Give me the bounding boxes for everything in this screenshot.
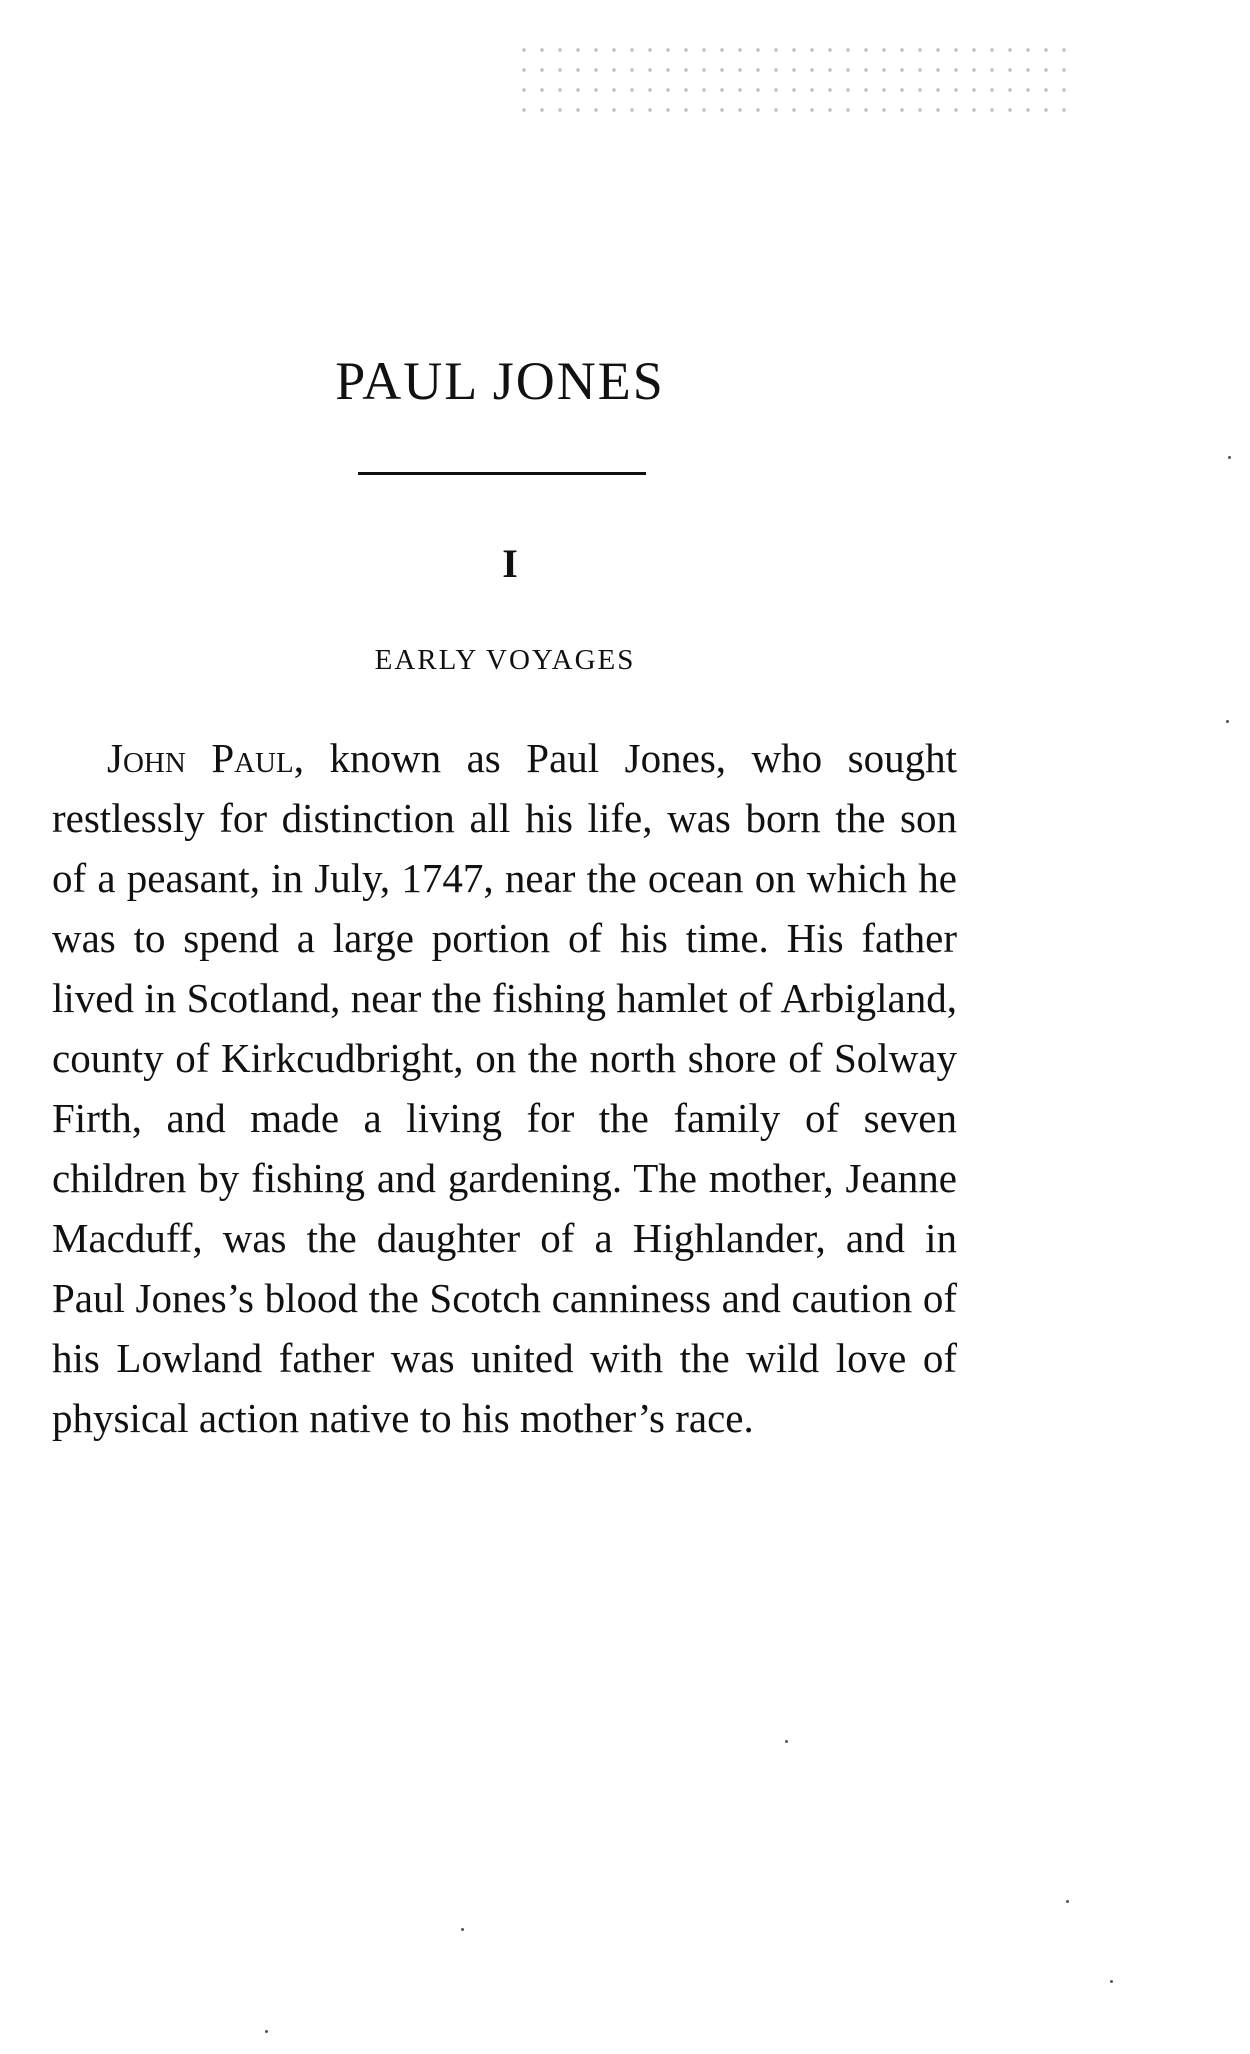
print-speck	[265, 2030, 268, 2033]
print-speck	[1228, 456, 1231, 459]
print-speck	[1110, 1980, 1113, 1983]
print-speck	[461, 1928, 464, 1931]
body-paragraph	[52, 728, 957, 1448]
lead-name-last: Paul,	[211, 735, 304, 781]
title-divider	[358, 472, 646, 475]
print-speck	[1066, 1900, 1069, 1903]
print-speck	[785, 1740, 788, 1743]
perforated-library-stamp	[515, 40, 1075, 120]
paragraph-text: known as Paul Jones, who sought restlessly for distinction all his life, was born the son of a peasant, in July, 1747, near the ocean on which he was to spend a large portion of his time. His father lived in Scotland, near the fishing hamlet of Arbigland, county of Kirkcudbright, on the north shore of Solway Firth, and made a living for the family of seven children by fishing and gardening. The mother, Jeanne Macduff, was the daughter of a Highlander, and in Paul Jones’s blood the Scotch canniness and caution of his Lowland father was united with the wild love of physical action native to his mother’s race.	[52, 735, 958, 1441]
lead-name-first: John	[107, 735, 186, 781]
book-title: PAUL JONES	[335, 351, 665, 411]
chapter-number: I	[502, 541, 518, 586]
chapter-title: EARLY VOYAGES	[374, 644, 636, 676]
print-speck	[1226, 720, 1229, 723]
